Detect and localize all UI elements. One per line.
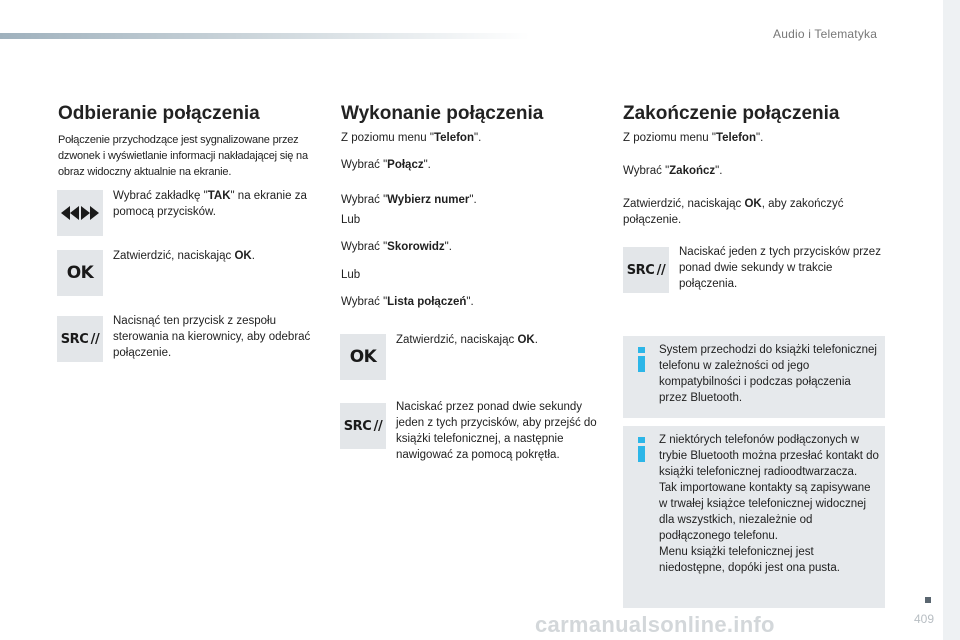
make-line-telefon: Z poziomu menu "Telefon". — [341, 132, 482, 144]
make-or-2: Lub — [341, 269, 361, 281]
ok-button-2 — [340, 334, 386, 380]
src-icon: SRC /​/ — [60, 331, 100, 347]
make-line-wybierz: Wybrać "Wybierz numer". — [341, 194, 477, 206]
make-line-lista: Wybrać "Lista połączeń". — [341, 296, 474, 308]
info-box-2 — [623, 426, 885, 608]
make-line-skorowidz: Wybrać "Skorowidz". — [341, 241, 452, 253]
side-strip — [943, 0, 960, 640]
prev-next-icon — [61, 206, 99, 220]
src-button-1 — [57, 316, 103, 362]
column-end-call — [623, 104, 839, 124]
ok-icon: OK — [66, 263, 94, 283]
make-line-polacz: Wybrać "Połącz". — [341, 159, 431, 171]
receive-intro: Połączenie przychodzące jest sygnalizowane przez dzwonek i wyświetlanie informacji nakładającej się na obraz widoczny aktualnie na ekranie. — [58, 134, 308, 178]
make-confirm: Zatwierdzić, naciskając OK. — [396, 334, 538, 346]
end-line-confirm: Zatwierdzić, naciskając OK, aby zakończyć połączenie. — [623, 198, 844, 226]
end-line-telefon: Z poziomu menu "Telefon". — [623, 132, 764, 144]
info-icon — [638, 347, 645, 372]
column-make-call — [341, 104, 543, 124]
make-src-text: Naciskać przez ponad dwie sekundy jeden z tych przycisków, aby przejść do książki telefonicznej, a następnie nawigować za pomocą pokrętła. — [396, 401, 597, 461]
make-or-1: Lub — [341, 214, 361, 226]
column-receive-call — [58, 104, 260, 124]
title-make-call: Wykonanie połączenia — [341, 103, 544, 124]
page-marker — [925, 597, 931, 603]
header-bar — [0, 33, 530, 39]
info-text-2: Z niektórych telefonów podłączonych w trybie Bluetooth można przesłać kontakt do książki telefonicznej radioodtwarzacza. Tak importowane kontakty są zapisywane w trwałej książce telefonicznej widocznej dla wszystkich, niezależnie od podłączonego telefonu. Menu książki telefonicznej jest niedostępne, dopóki jest ona pusta. — [659, 434, 879, 574]
ok-icon: OK — [349, 347, 377, 367]
info-text-1: System przechodzi do książki telefonicznej telefonu w zależności od jego kompatybilności i podczas połączenia przez Bluetooth. — [659, 344, 877, 404]
receive-step-yes: Wybrać zakładkę "TAK" na ekranie za pomocą przycisków. — [113, 190, 307, 218]
title-end-call: Zakończenie połączenia — [623, 103, 840, 124]
receive-step-src: Nacisnąć ten przycisk z zespołu sterowania na kierownicy, aby odebrać połączenie. — [113, 315, 311, 359]
end-line-zakoncz: Wybrać "Zakończ". — [623, 165, 723, 177]
end-src-text: Naciskać jeden z tych przycisków przez ponad dwie sekundy w trakcie połączenia. — [679, 246, 881, 290]
ok-button-1 — [57, 250, 103, 296]
src-button-2 — [340, 403, 386, 449]
src-icon: SRC /​/ — [626, 262, 666, 278]
src-button-3 — [623, 247, 669, 293]
section-label: Audio i Telematyka — [773, 27, 878, 41]
page-number: 409 — [914, 612, 935, 626]
title-receive-call: Odbieranie połączenia — [58, 103, 260, 124]
receive-step-confirm: Zatwierdzić, naciskając OK. — [113, 250, 255, 262]
src-icon: SRC /​/ — [343, 418, 383, 434]
prev-next-buttons — [57, 190, 103, 236]
watermark: carmanualsonline.info — [535, 612, 775, 637]
info-box-1 — [623, 336, 885, 418]
info-icon — [638, 437, 645, 462]
